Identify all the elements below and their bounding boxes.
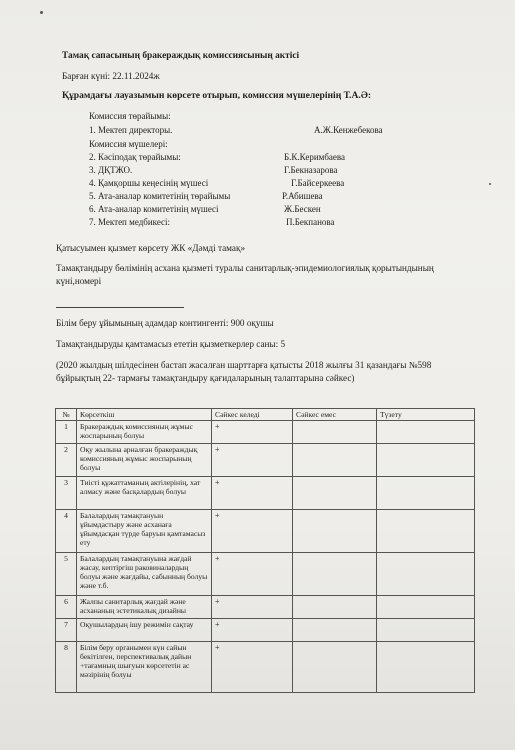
row-num: 1 (56, 421, 77, 444)
row-compliant: + (212, 510, 293, 553)
sanitary-conclusion-line: Тамақтандыру бөлімінің асхана қызметі туралы санитарлық-эпидемиологиялық қорытындының күні,номері (56, 263, 434, 286)
header-fix: Түзету (377, 409, 475, 421)
row-noncompliant (293, 510, 377, 553)
header-num: № (56, 409, 77, 421)
table-row (56, 596, 475, 619)
row-fix (377, 642, 475, 693)
row-criterion: Білім беру органымен күн сайын бекітілген, перспективалық дайын +тағамның шығуын көрсететін ас мәзірінің болуы (77, 642, 212, 693)
row-num: 7 (56, 619, 77, 642)
row-criterion: Тиісті құжаттаманың актілерінің, хат алмасу және басқалардың болуы (77, 477, 212, 510)
row-criterion: Бракераждық комиссияның жұмыс жоспарының болуы (77, 421, 212, 444)
table-header-row (56, 409, 475, 421)
member-name: П.Бекпанова (286, 217, 335, 227)
table-row (56, 444, 475, 477)
member-position: 3. ДҚТЖО. (89, 165, 133, 175)
member-position: 2. Кәсіподақ төрайымы: (89, 152, 181, 162)
participation-line: Қатысуымен қызмет көрсету ЖК «Дәмді тамақ» (56, 243, 246, 253)
member-name: Ж.Бескен (284, 204, 321, 214)
commission-subheading: Құрамдағы лауазымын көрсете отырып, комиссия мүшелерінің Т.А.Ә: (62, 90, 372, 101)
table-row (56, 642, 475, 693)
table-row (56, 421, 475, 444)
row-noncompliant (293, 642, 377, 693)
member-name: Б.К.Керимбаева (284, 152, 346, 162)
members-heading: Комиссия мүшелері: (89, 139, 168, 149)
row-compliant: + (212, 553, 293, 596)
row-noncompliant (293, 619, 377, 642)
visit-date: Барған күні: 22.11.2024ж (62, 71, 160, 81)
member-name: Г.Бекназарова (284, 165, 338, 175)
member-position: 5. Ата-аналар комитетінің төрайымы (89, 191, 231, 201)
row-compliant: + (212, 421, 293, 444)
row-fix (377, 421, 475, 444)
row-noncompliant (293, 553, 377, 596)
row-num: 2 (56, 444, 77, 477)
row-num: 8 (56, 642, 77, 693)
member-name: Р.Абишева (282, 191, 323, 201)
row-compliant: + (212, 619, 293, 642)
row-fix (377, 510, 475, 553)
act-title: Тамақ сапасының бракераждық комиссиясының актісі (62, 51, 300, 61)
row-noncompliant (293, 596, 377, 619)
row-noncompliant (293, 444, 377, 477)
row-num: 6 (56, 596, 77, 619)
row-criterion: Жалпы санитарлық жағдай және асхананың эстетикалық дизайны (77, 596, 212, 619)
header-compliant: Сәйкес келеді (212, 409, 293, 421)
row-compliant: + (212, 477, 293, 510)
row-criterion: Балалардың тамақтануына жағдай жасау, кептіргіш раковиналардың болуы және жағдайы, сабынның болуы және т.б. (77, 553, 212, 596)
row-criterion: Оқушылардың ішу режимін сақтау (77, 619, 212, 642)
row-fix (377, 477, 475, 510)
row-num: 4 (56, 510, 77, 553)
inspection-table (55, 408, 475, 693)
row-fix (377, 619, 475, 642)
table-row (56, 510, 475, 553)
member-position: 4. Қамқоршы кеңесінің мүшесі (89, 178, 209, 188)
row-fix (377, 444, 475, 477)
table-row (56, 477, 475, 510)
row-criterion: Оқу жылына арналған бракераждық комиссияның жұмыс жоспарының болуы (77, 444, 212, 477)
chair-position: 1. Мектеп директоры. (89, 125, 173, 135)
paper-speck (489, 183, 491, 185)
member-position: 6. Ата-аналар комитетінің мүшесі (89, 204, 219, 214)
contingent-line: Білім беру ұйымының адамдар контингенті: 900 оқушы (56, 318, 274, 328)
row-noncompliant (293, 421, 377, 444)
table-row (56, 619, 475, 642)
chair-name: А.Ж.Кенжебекова (314, 125, 383, 135)
row-criterion: Балалардың тамақтануын ұйымдастыру және асханаға ұйымдасқан түрде баруын қамтамасыз ету (77, 510, 212, 553)
row-fix (377, 596, 475, 619)
row-compliant: + (212, 642, 293, 693)
row-compliant: + (212, 444, 293, 477)
member-name: Г.Байсеркеева (291, 178, 345, 188)
header-noncompliant: Сәйкес емес (293, 409, 377, 421)
legal-note: (2020 жылдың шілдесінен бастап жасалған шарттарға қатысты 2018 жылғы 31 қазандағы №598 бұйрықтың 22- тармағы тамақтандыру қағидаларының талаптарына сәйкес) (56, 360, 432, 383)
row-num: 5 (56, 553, 77, 596)
paper-speck (40, 11, 43, 14)
row-noncompliant (293, 477, 377, 510)
member-position: 7. Мектеп медбикесі: (89, 217, 171, 227)
row-fix (377, 553, 475, 596)
blank-underline (56, 307, 184, 308)
chair-heading: Комиссия төрайымы: (89, 111, 171, 121)
header-criterion: Көрсеткіш (77, 409, 212, 421)
row-compliant: + (212, 596, 293, 619)
staff-count-line: Тамақтандыруды қамтамасыз ететін қызметкерлер саны: 5 (56, 339, 286, 349)
row-num: 3 (56, 477, 77, 510)
table-row (56, 553, 475, 596)
